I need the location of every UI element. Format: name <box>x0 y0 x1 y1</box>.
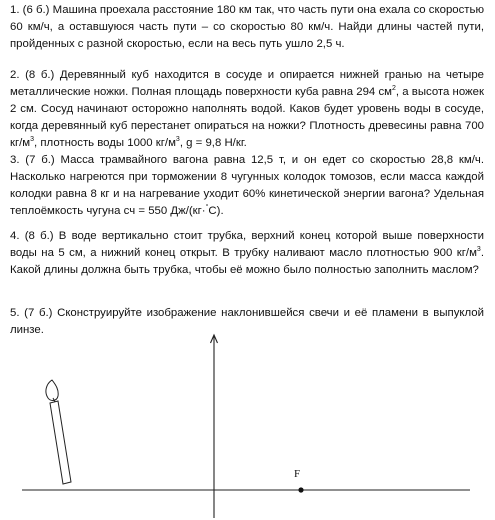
problem-2-text-b: , а высота ножек 2 см. Сосуд начинают осторожно наполнять водой. Каков будет уровень воды в сосуде, когда деревянный куб перестанет опираться на ножки? Плотность древесины равна 700 кг/м <box>10 86 484 149</box>
focus-point <box>298 487 303 492</box>
problem-2-text-d: , g = 9,8 Н/кг. <box>179 137 247 149</box>
problem-2-sup-b: 3 <box>30 136 35 143</box>
candle-flame-icon <box>46 380 58 400</box>
problem-4-text-b: . Какой длины должна быть трубка, чтобы её можно было полностью заполнить маслом? <box>10 247 484 276</box>
problem-2-sup-c: 3 <box>175 136 180 143</box>
problem-2 <box>10 67 484 152</box>
lens-diagram <box>0 330 495 520</box>
problem-1 <box>10 2 484 53</box>
problem-4-text-a: 4. (8 б.) В воде вертикально стоит трубка, верхний конец которой выше поверхности воды на 5 см, а нижний конец открыт. В трубку наливают масло плотностью 900 кг/м <box>10 230 484 259</box>
problem-2-sup-a: 2 <box>391 85 396 92</box>
candle-body <box>50 401 71 484</box>
problem-3-sup-a: ° <box>205 204 209 211</box>
problem-1-text: 1. (6 б.) Машина проехала расстояние 180 км так, что часть пути она ехала со скоростью 60 км/ч, а оставшуюся часть пути – со скоростью 80 км/ч. Найди длины частей пути, пройденных с разной скоростью, если на весь путь ушло 2,5 ч. <box>10 4 484 50</box>
problem-3 <box>10 152 484 220</box>
problem-4 <box>10 228 484 279</box>
problem-4-sup-a: 3 <box>476 246 481 253</box>
problem-3-text-b: С). <box>208 205 224 217</box>
problem-3-text-a: 3. (7 б.) Масса трамвайного вагона равна 12,5 т, и он едет со скоростью 28,8 км/ч. Насколько нагреются при торможении 8 чугунных колодок томозов, если масса каждой колодки равна 8 кг и на нагревание уходит 60% кинетической энергии вагона? Удельная теплоёмкость чугуна cч = 550 Дж/(кг· <box>10 154 484 217</box>
problem-2-text-a: 2. (8 б.) Деревянный куб находится в сосуде и опирается нижней гранью на четыре металлические ножки. Полная площадь поверхности куба равна 294 см <box>10 69 484 98</box>
problem-2-text-c: , плотность воды 1000 кг/м <box>34 137 176 149</box>
focus-label: F <box>294 468 301 480</box>
candle <box>46 380 71 484</box>
problem-5-text: 5. (7 б.) Сконструируйте изображение наклонившейся свечи и её пламени в выпуклой линзе. <box>10 307 484 336</box>
